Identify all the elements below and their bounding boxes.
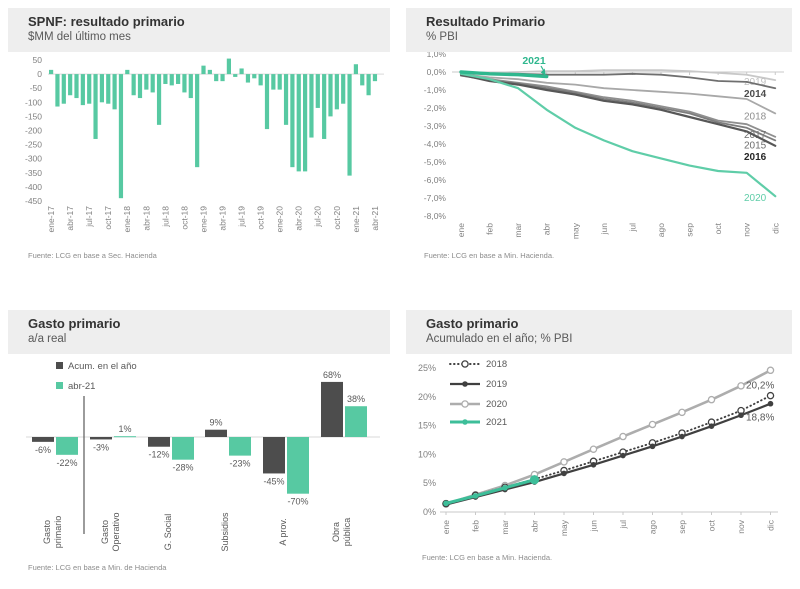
bar [151, 74, 155, 92]
legend [56, 361, 137, 392]
marker [679, 434, 685, 440]
x-tick-label: oct-17 [103, 206, 114, 230]
bar [246, 74, 250, 82]
bar [287, 437, 309, 494]
x-tick-label: feb [484, 223, 495, 235]
y-tick-label: -200 [24, 125, 42, 136]
bar [214, 74, 218, 81]
panel-gasto-primario-acum [406, 310, 792, 568]
x-category-label: A prov. [278, 518, 288, 546]
chart-title: Resultado Primario [426, 14, 546, 29]
y-tick-label: 25% [417, 363, 436, 373]
y-tick-label: -1,0% [423, 85, 446, 95]
marker [590, 446, 596, 452]
bar [163, 74, 167, 84]
bar [303, 74, 307, 171]
line-2020 [446, 370, 771, 504]
chart-subtitle: Acumulado en el año; % PBI [426, 333, 573, 345]
bar [81, 74, 85, 105]
bar [62, 74, 66, 104]
x-tick-label: mar [513, 223, 524, 238]
x-category-label: G. Social [163, 513, 173, 551]
bar [290, 74, 294, 167]
panel-resultado-primario [406, 8, 792, 266]
bars-group [32, 382, 367, 494]
chart-subtitle: $MM del último mes [28, 31, 131, 43]
line-2021 [446, 480, 535, 504]
x-tick-label: abr-17 [65, 206, 76, 231]
x-tick-label: abr [541, 223, 552, 236]
data-label: 1% [118, 424, 132, 435]
legend-label: abr-21 [68, 381, 96, 392]
bar [373, 74, 377, 81]
marker [620, 453, 626, 459]
bar [68, 74, 72, 95]
chart-title: SPNF: resultado primario [28, 14, 185, 29]
x-tick-label: abr [529, 520, 540, 533]
bar [278, 74, 282, 90]
x-category-label: primario [53, 515, 63, 549]
x-tick-label: ago [655, 223, 666, 238]
x-tick-label: ene [441, 520, 451, 535]
marker [767, 367, 773, 373]
x-category-label: Obra [331, 521, 341, 543]
data-label: 38% [346, 394, 366, 405]
bars-group [49, 59, 377, 199]
source-note: Fuente: LCG en base a Min. de Hacienda [28, 563, 167, 572]
x-tick-label: sep [684, 223, 695, 237]
marker [462, 361, 468, 367]
series-label-2018: 2018 [744, 111, 767, 123]
bar [321, 382, 343, 437]
bar [56, 437, 78, 455]
y-tick-label: 15% [417, 420, 436, 431]
series-label-2020: 2020 [744, 193, 767, 205]
marker [502, 485, 508, 491]
x-tick-label: ene [456, 223, 466, 238]
x-tick-label: abr-18 [141, 206, 152, 231]
data-label: -45% [263, 476, 285, 487]
bar [252, 74, 256, 78]
legend-swatch [56, 362, 63, 369]
bar [144, 74, 148, 90]
line-2018 [461, 74, 775, 114]
marker [649, 421, 655, 427]
x-category-label: Gasto [42, 519, 52, 545]
end-label-2019: 18,8% [746, 412, 775, 424]
bar [341, 74, 345, 104]
marker [650, 444, 656, 450]
bar [106, 74, 110, 104]
y-tick-label: 20% [417, 391, 436, 402]
bar [195, 74, 199, 167]
chart-gasto-primario-acum-lines [406, 354, 792, 568]
bar [328, 74, 332, 116]
bar [182, 74, 186, 92]
bar [113, 74, 117, 109]
bar [125, 70, 129, 74]
marker [591, 462, 597, 468]
x-tick-label: jun [598, 223, 609, 235]
bar [157, 74, 161, 125]
bar [360, 74, 364, 85]
x-tick-label: dic [765, 520, 776, 531]
bar [132, 74, 136, 95]
bar [49, 70, 53, 74]
y-tick-label: 0 [37, 69, 42, 80]
bar [265, 74, 269, 129]
series-label-2017: 2017 [744, 129, 767, 141]
x-tick-label: may [559, 520, 569, 537]
x-category-label: pública [342, 517, 352, 547]
x-tick-label: ago [647, 520, 658, 535]
x-tick-label: jul [618, 520, 628, 529]
bar [220, 74, 224, 81]
marker [738, 412, 744, 418]
bar [354, 64, 358, 74]
y-tick-label: 0,0% [426, 67, 446, 77]
x-category-label: Gasto [100, 519, 110, 545]
x-tick-label: oct-19 [255, 206, 266, 230]
y-tick-label: -50 [29, 83, 42, 94]
marker [473, 493, 479, 499]
bar [55, 74, 59, 106]
x-tick-label: ene-20 [274, 206, 285, 233]
marker [561, 459, 567, 465]
y-tick-label: -4,0% [423, 139, 446, 149]
y-tick-label: 10% [417, 449, 436, 460]
bar [189, 74, 193, 98]
x-tick-label: ene-17 [46, 206, 56, 233]
x-tick-label: ene-21 [350, 206, 361, 233]
bar [367, 74, 371, 95]
data-label: -22% [56, 457, 78, 468]
chart-spnf-monthly-bars [8, 52, 390, 266]
data-label: -70% [287, 496, 309, 507]
bar [205, 430, 227, 437]
x-tick-label: nov [736, 520, 746, 534]
data-label: -12% [148, 449, 170, 460]
bar [271, 74, 275, 90]
y-tick-label: -5,0% [423, 157, 446, 167]
x-tick-label: jul-19 [236, 206, 247, 227]
chart-header [8, 8, 390, 52]
bar [316, 74, 320, 108]
bar [227, 59, 231, 75]
bar [93, 74, 97, 139]
y-tick-label: -150 [24, 111, 42, 122]
bar [100, 74, 104, 102]
marker [620, 433, 626, 439]
y-tick-label: -300 [24, 153, 42, 164]
legend-label: 2019 [486, 379, 508, 390]
x-tick-label: abr-20 [293, 206, 304, 231]
bar [208, 70, 212, 74]
chart-header [406, 8, 792, 52]
y-tick-label: -6,0% [423, 175, 446, 185]
series-label-2019: 2019 [744, 77, 767, 89]
chart-title: Gasto primario [426, 316, 519, 331]
marker [679, 409, 685, 415]
y-tick-label: -2,0% [423, 103, 446, 113]
marker [709, 423, 715, 429]
chart-subtitle: % PBI [426, 31, 458, 43]
x-tick-label: jul-18 [160, 206, 171, 227]
x-tick-label: abr-21 [369, 206, 380, 231]
source-note: Fuente: LCG en base a Min. Hacienda. [422, 553, 553, 562]
bar [87, 74, 91, 104]
bar [90, 437, 112, 439]
bar [259, 74, 263, 85]
bar [322, 74, 326, 139]
y-tick-label: -450 [24, 196, 42, 206]
marker [462, 401, 468, 407]
bar [74, 74, 78, 98]
series-label-2015: 2015 [744, 140, 767, 152]
x-tick-label: ene-19 [198, 206, 209, 233]
bar [263, 437, 285, 473]
y-tick-label: -250 [24, 139, 42, 150]
x-tick-label: ene-18 [122, 206, 133, 233]
y-tick-label: -100 [24, 97, 42, 108]
bar [170, 74, 174, 85]
legend [450, 359, 507, 428]
legend-label: 2020 [486, 399, 508, 410]
x-tick-label: may [570, 223, 581, 240]
marker [530, 475, 539, 484]
marker [462, 381, 468, 387]
marker [768, 401, 774, 407]
y-tick-label: 0% [422, 507, 436, 517]
x-tick-label: oct [706, 520, 717, 532]
bar [229, 437, 251, 456]
x-category-label: Operativo [111, 512, 121, 552]
marker [708, 397, 714, 403]
x-tick-label: feb [470, 520, 481, 532]
chart-header [406, 310, 792, 354]
bar [297, 74, 301, 171]
x-tick-label: nov [741, 223, 752, 237]
legend-label: Acum. en el año [68, 361, 137, 372]
source-note: Fuente: LCG en base a Sec. Hacienda [28, 251, 157, 260]
data-label: -3% [92, 442, 110, 453]
bar [172, 437, 194, 460]
annotation-2021: 2021 [522, 55, 546, 67]
bar [240, 68, 244, 74]
bar [345, 406, 367, 437]
line-2020 [461, 74, 775, 196]
data-label: 68% [322, 369, 342, 380]
x-tick-label: dic [770, 223, 781, 234]
marker [462, 419, 468, 425]
x-tick-label: oct [713, 223, 724, 235]
bar [138, 74, 142, 98]
marker [767, 393, 773, 399]
chart-title: Gasto primario [28, 316, 121, 331]
bar [201, 66, 205, 74]
y-tick-label: -400 [24, 181, 42, 192]
bar [119, 74, 123, 198]
y-tick-label: -3,0% [423, 121, 446, 131]
bar [148, 437, 170, 447]
marker [738, 383, 744, 389]
data-label: -6% [34, 444, 52, 455]
y-tick-label: -8,0% [423, 211, 446, 221]
marker [443, 501, 449, 507]
data-label: 9% [209, 417, 223, 428]
marker [561, 471, 567, 477]
bar [233, 74, 237, 77]
x-tick-label: oct-20 [331, 206, 342, 230]
bar [347, 74, 351, 176]
bar [335, 74, 339, 109]
chart-header [8, 310, 390, 354]
y-tick-label: 5% [422, 478, 436, 489]
bar [114, 436, 136, 437]
panel-spnf-monthly [8, 8, 390, 266]
bar [176, 74, 180, 84]
x-tick-label: oct-18 [179, 206, 190, 230]
x-tick-label: jul-20 [312, 206, 323, 227]
series-label-2014: 2014 [744, 89, 767, 101]
y-tick-label: -350 [24, 167, 42, 178]
x-tick-label: sep [677, 520, 687, 534]
source-note: Fuente: LCG en base a Min. Hacienda. [424, 251, 555, 260]
y-tick-label: -7,0% [423, 193, 446, 203]
chart-gasto-primario-grouped-bars [8, 354, 390, 576]
y-tick-label: 1,0% [426, 52, 446, 59]
x-tick-label: jul [627, 223, 638, 232]
x-tick-label: abr-19 [217, 206, 228, 231]
data-label: -23% [229, 458, 251, 469]
chart-resultado-primario-lines [406, 52, 792, 266]
x-tick-label: mar [500, 520, 510, 535]
chart-subtitle: a/a real [28, 333, 67, 345]
data-label: -28% [172, 462, 194, 473]
x-tick-label: jul-17 [84, 206, 95, 227]
x-tick-label: jun [588, 520, 599, 532]
end-label-2018: 20,2% [746, 380, 775, 392]
series-label-2016: 2016 [744, 151, 767, 163]
x-category-label: Subsidios [220, 512, 230, 552]
panel-gasto-primario-yoy [8, 310, 390, 576]
bar [284, 74, 288, 125]
legend-swatch [56, 382, 63, 389]
legend-label: 2018 [486, 359, 508, 370]
bar [309, 74, 313, 137]
legend-label: 2021 [486, 417, 508, 428]
bar [32, 437, 54, 442]
y-tick-label: 50 [32, 55, 42, 65]
